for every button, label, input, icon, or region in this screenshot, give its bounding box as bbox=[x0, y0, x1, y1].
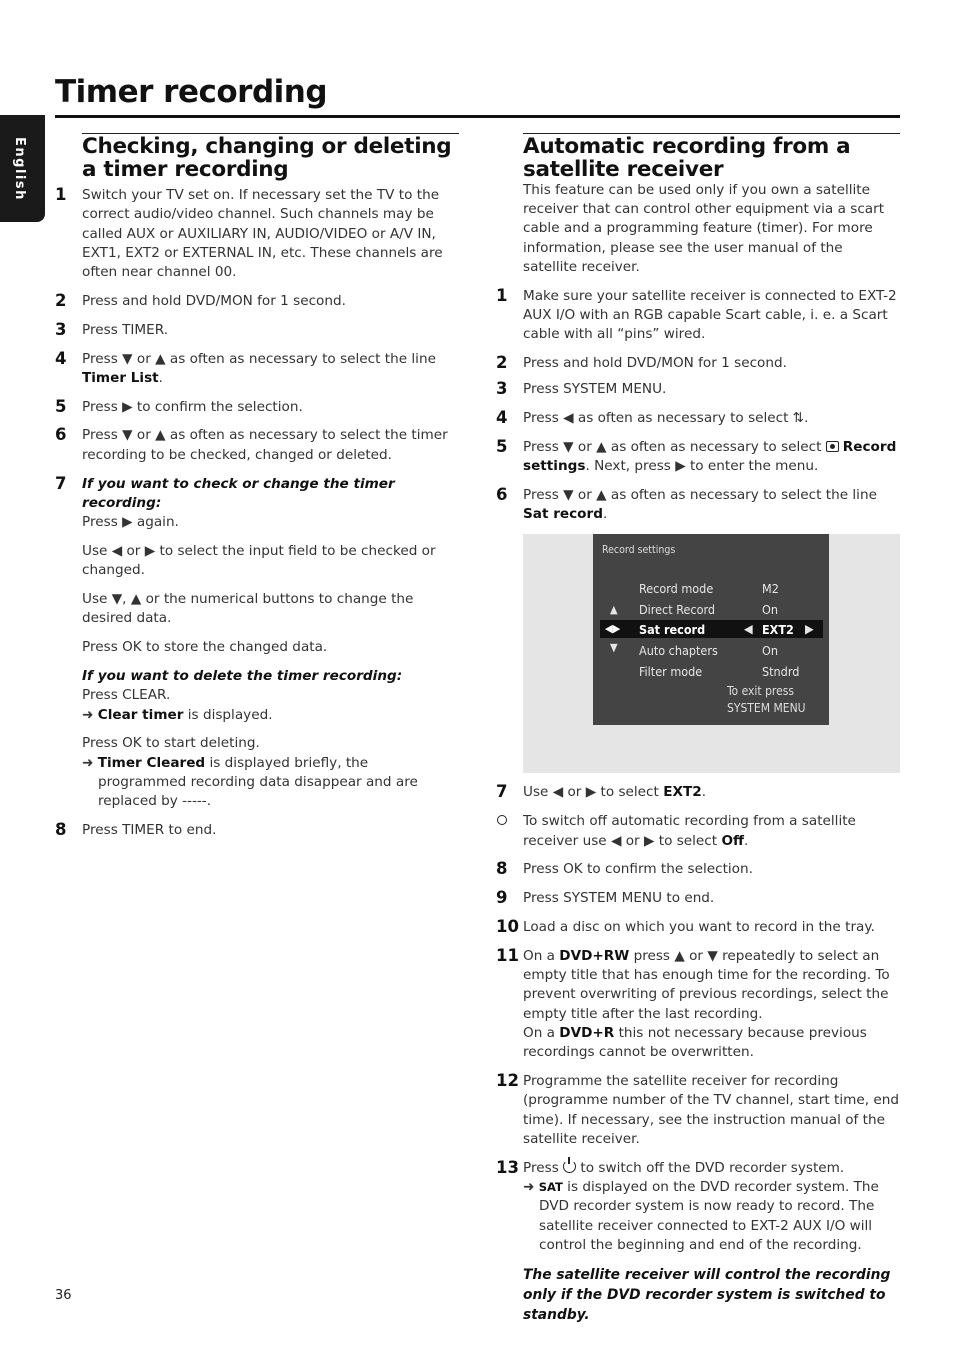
menu-row: Filter mode Stndrd bbox=[639, 664, 800, 680]
arrow-icon: ➜ bbox=[82, 754, 98, 771]
menu-header: Record settings bbox=[602, 544, 676, 557]
circle-bullet-icon bbox=[497, 815, 507, 825]
standby-note: The satellite receiver will control the recording only if the DVD recorder system is switched to standby. bbox=[523, 1266, 891, 1323]
menu-row-selected: ◀▶ Sat record ◀ EXT2 ▶ bbox=[600, 620, 823, 638]
step-8: 8 Press TIMER to end. bbox=[55, 820, 217, 840]
record-icon bbox=[826, 441, 839, 452]
record-settings-menu bbox=[593, 534, 829, 725]
step-8: 8 Press OK to confirm the selection. bbox=[496, 859, 753, 879]
arrow-icon: ➜ bbox=[523, 1179, 539, 1196]
step-7: 7 Use ◀ or ▶ to select EXT2. bbox=[496, 782, 707, 802]
language-label: English bbox=[12, 137, 27, 201]
menu-row: ▲ Direct Record On bbox=[610, 602, 778, 618]
menu-screenshot bbox=[523, 534, 900, 773]
section-heading-satellite: Automatic recording from a satellite receiver bbox=[523, 134, 851, 182]
step-4: 4 Press ◀ as often as necessary to select ⇅. bbox=[496, 408, 809, 427]
down-arrow-icon: ▼ bbox=[610, 641, 618, 655]
right-arrow-icon: ▶ bbox=[805, 621, 814, 637]
step-10: 10 Load a disc on which you want to record in the tray. bbox=[496, 916, 875, 936]
step-1: 1 Switch your TV set on. If necessary set the TV to the correct audio/video channel. Such channels may be called AUX or AUXILIARY IN, AUDIO/VIDEO or A/V IN, EXT1, EXT2 or EXTERNAL IN, etc. These channels are often near channel 00. bbox=[55, 185, 443, 281]
title-rule bbox=[55, 115, 900, 118]
step-12: 12 Programme the satellite receiver for recording (programme number of the TV channel, start time, end time). If necessary, see the instruction manual of the satellite receiver. bbox=[496, 1071, 899, 1147]
arrow-icon: ➜ bbox=[82, 706, 98, 723]
step-3: 3 Press SYSTEM MENU. bbox=[496, 379, 667, 399]
step-2: 2 Press and hold DVD/MON for 1 second. bbox=[496, 352, 787, 372]
step-7-heading: If you want to check or change the timer recording: bbox=[82, 475, 395, 511]
step-3: 3 Press TIMER. bbox=[55, 319, 169, 339]
result-line: ➜ Clear timer is displayed. bbox=[82, 706, 273, 723]
result-line: ➜ Timer Cleared is displayed briefly, the programmed recording data disappear and are replaced by -----. bbox=[82, 754, 418, 810]
section-rule bbox=[82, 133, 459, 134]
menu-row: ▼ Auto chapters On bbox=[610, 641, 778, 659]
bullet-item: To switch off automatic recording from a satellite receiver use ◀ or ▶ to select Off. bbox=[496, 812, 900, 851]
result-line: ➜ SAT is displayed on the DVD recorder system. The DVD recorder system is now ready to record. The satellite receiver connected to EXT-2 AUX I/O will control the beginning and end of the recording. bbox=[523, 1179, 879, 1253]
step-6: 6 Press ▼ or ▲ as often as necessary to select the line Sat record. bbox=[496, 484, 877, 523]
step-6: 6 Press ▼ or ▲ as often as necessary to select the timer recording to be checked, changed or deleted. bbox=[55, 425, 448, 463]
menu-row: Record mode M2 bbox=[639, 581, 779, 597]
page-title: Timer recording bbox=[55, 74, 328, 110]
right-column bbox=[496, 133, 900, 1325]
left-right-arrow-icon: ◀▶ bbox=[605, 622, 621, 636]
section-heading-timer: Checking, changing or deleting a timer recording bbox=[82, 134, 452, 182]
left-arrow-icon: ◀ bbox=[744, 621, 753, 637]
step-1: 1 Make sure your satellite receiver is connected to EXT-2 AUX I/O with an RGB capable Scart cable, i. e. a Scart cable with all “pins” wired. bbox=[496, 285, 897, 343]
step-4: 4 Press ▼ or ▲ as often as necessary to select the line Timer List. bbox=[55, 348, 436, 386]
step-7: 7 If you want to check or change the timer recording: Press ▶ again. Use ◀ or ▶ to select the input field to be checked or changed. Use ▼, ▲ or the numerical buttons to change the desired data. Press OK to store the changed data. If you want to delete the timer recording: Press CLEAR. ➜ Clear timer is displayed. Press OK to start deleting. ➜ Timer Cleared is displayed briefly, the programmed recording data disappear and are replaced by -----. bbox=[55, 475, 459, 812]
up-arrow-icon: ▲ bbox=[610, 603, 618, 617]
step-2: 2 Press and hold DVD/MON for 1 second. bbox=[55, 290, 346, 310]
step-11: 11 On a DVD+RW press ▲ or ▼ repeatedly to select an empty title that has enough time for the recording. To prevent overwriting of previous recordings, select the empty title after the last recording. On a DVD+R this not necessary because previous recordings cannot be overwritten. bbox=[496, 945, 890, 1061]
exit-hint: To exit press SYSTEM MENU bbox=[727, 684, 806, 716]
language-tab bbox=[0, 115, 45, 222]
left-column bbox=[55, 133, 459, 840]
step-9: 9 Press SYSTEM MENU to end. bbox=[496, 888, 715, 908]
intro-text: This feature can be used only if you own a satellite receiver that can control other equipment via a scart cable and a programming feature (timer). For more information, please see the user manual of the satellite receiver. bbox=[523, 182, 885, 275]
delete-heading: If you want to delete the timer recording: bbox=[82, 667, 403, 684]
step-5: 5 Press ▼ or ▲ as often as necessary to select Record settings. Next, press ▶ to enter the menu. bbox=[496, 436, 897, 475]
page-number: 36 bbox=[55, 1288, 72, 1303]
section-rule bbox=[523, 133, 900, 134]
step-5: 5 Press ▶ to confirm the selection. bbox=[55, 396, 303, 416]
step-13: 13 Press to switch off the DVD recorder system. ➜ SAT is displayed on the DVD recorder system. The DVD recorder system is now ready to record. The satellite receiver connected to EXT-2 AUX I/O will control the beginning and end of the recording. bbox=[496, 1159, 900, 1255]
standby-power-icon bbox=[563, 1160, 576, 1173]
